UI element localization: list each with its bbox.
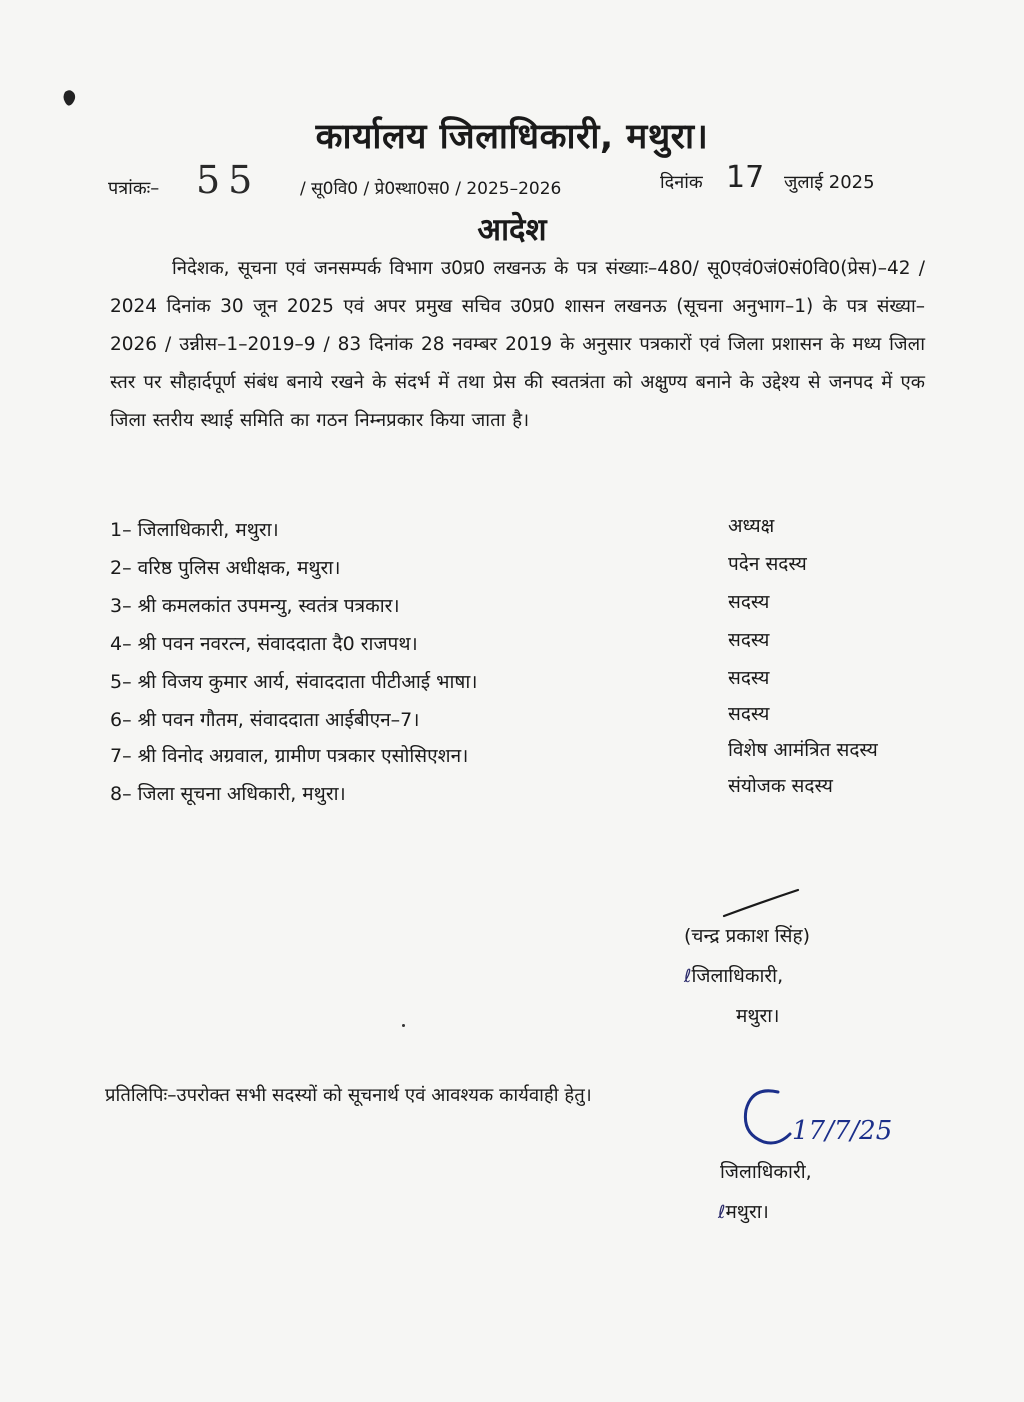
member-entry: 6– श्री पवन गौतम, संवाददाता आईबीएन–7। xyxy=(110,709,420,731)
member-role: अध्यक्ष xyxy=(728,515,775,537)
date-day: 17 xyxy=(726,160,765,195)
reference-code: / सू0वि0 / प्रे0स्था0स0 / 2025–2026 xyxy=(300,179,562,199)
second-signatory-place xyxy=(718,1198,769,1224)
member-entry: 4– श्री पवन नवरत्न, संवाददाता दै0 राजपथ। xyxy=(110,633,418,655)
punch-hole-mark xyxy=(62,88,78,108)
reference-label: पत्रांकः– xyxy=(108,178,160,199)
order-heading: आदेश xyxy=(477,212,547,248)
member-entry: 1– जिलाधिकारी, मथुरा। xyxy=(110,519,279,541)
member-role: पदेन सदस्य xyxy=(728,553,807,575)
second-signatory-designation: जिलाधिकारी, xyxy=(720,1161,812,1183)
member-role: सदस्य xyxy=(728,629,770,651)
second-signatory-place-text: मथुरा। xyxy=(725,1201,769,1223)
signature-stroke xyxy=(722,886,802,922)
member-entry: 5– श्री विजय कुमार आर्य, संवाददाता पीटीआई भाषा। xyxy=(110,671,478,693)
signatory-designation xyxy=(684,962,783,988)
reference-number: 55 xyxy=(196,158,261,202)
member-entry: 8– जिला सूचना अधिकारी, मथुरा। xyxy=(110,783,346,805)
member-entry: 3– श्री कमलकांत उपमन्यु, स्वतंत्र पत्रकार। xyxy=(110,595,400,617)
member-entry: 7– श्री विनोद अग्रवाल, ग्रामीण पत्रकार एसोसिएशन। xyxy=(110,745,469,767)
member-entry: 2– वरिष्ठ पुलिस अधीक्षक, मथुरा। xyxy=(110,557,341,579)
date-label: दिनांक xyxy=(660,172,703,193)
handwritten-date: 17/7/25 xyxy=(792,1116,893,1146)
member-role: संयोजक सदस्य xyxy=(728,775,833,797)
member-role: सदस्य xyxy=(728,667,770,689)
handwritten-signature xyxy=(738,1084,798,1154)
date-month-year: जुलाई 2025 xyxy=(784,172,875,193)
order-body-paragraph: निदेशक, सूचना एवं जनसम्पर्क विभाग उ0प्र0 लखनऊ के पत्र संख्याः–480/ सू0एवं0जं0सं0वि0(प्रेस)–42 / 2024 दिनांक 30 जून 2025 एवं अपर प्रमुख सचिव उ0प्र0 शासन लखनऊ (सूचना अनुभाग–1) के पत्र संख्या–2026 / उन्नीस–1–2019–9 / 83 दिनांक 28 नवम्बर 2019 के अनुसार पत्रकारों एवं जिला प्रशासन के मध्य जिला स्तर पर सौहार्दपूर्ण संबंध बनाये रखने के संदर्भ में तथा प्रेस की स्वतत्रंता को अक्षुण्य बनाने के उद्देश्य से जनपद में एक जिला स्तरीय स्थाई समिति का गठन निम्नप्रकार किया जाता है। xyxy=(110,258,925,431)
signatory-place: मथुरा। xyxy=(736,1005,780,1027)
member-role: विशेष आमंत्रित सदस्य xyxy=(728,739,878,761)
member-role: सदस्य xyxy=(728,703,770,725)
signatory-designation-text: जिलाधिकारी, xyxy=(691,965,784,987)
signatory-name: (चन्द्र प्रकाश सिंह) xyxy=(684,925,811,947)
office-title: कार्यालय जिलाधिकारी, मथुरा। xyxy=(315,117,709,157)
member-role: सदस्य xyxy=(728,591,770,613)
initial-mark-icon: ℓ xyxy=(718,1202,726,1223)
initial-mark-icon: ℓ xyxy=(684,966,692,987)
speck xyxy=(402,1024,405,1027)
copy-to-line: प्रतिलिपिः–उपरोक्त सभी सदस्यों को सूचनार्थ एवं आवश्यक कार्यवाही हेतु। xyxy=(105,1085,592,1106)
